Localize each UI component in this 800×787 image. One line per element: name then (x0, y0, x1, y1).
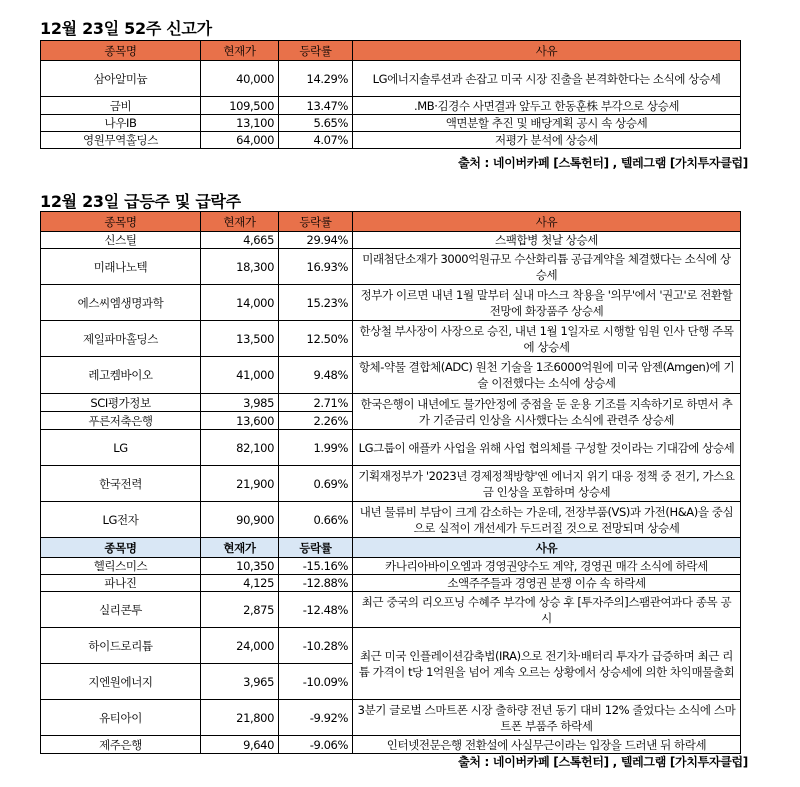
stock-reason: 기획재정부가 '2023년 경제정책방향'엔 에너지 위기 대응 정책 중 전기, 가스요금 인상을 포함하며 상승세 (353, 466, 741, 502)
stock-change: 0.69% (279, 466, 353, 502)
stock-reason: LG그룹이 애플카 사업을 위해 사업 협의체를 구성할 것이라는 기대감에 상승세 (353, 430, 741, 466)
stock-change: 12.50% (279, 321, 353, 357)
rise-row (41, 321, 741, 357)
fall-header-row (41, 538, 741, 558)
stock-name: SCI평가정보 (41, 394, 201, 412)
stock-reason: 한상철 부사장이 사장으로 승진, 내년 1월 1일자로 시행할 임원 인사 단행 주목에 상승세 (353, 321, 741, 357)
stock-price: 13,100 (201, 115, 279, 132)
s1-row (41, 115, 741, 132)
stock-change: -12.48% (279, 592, 353, 628)
stock-price: 2,875 (201, 592, 279, 628)
movers-table (40, 211, 741, 754)
fall-row (41, 628, 741, 664)
col-price-header: 현재가 (201, 212, 279, 232)
rise-row (41, 249, 741, 285)
stock-reason: 카나리아바이오엠과 경영권양수도 계약, 경영권 매각 소식에 하락세 (353, 558, 741, 575)
stock-reason: 내년 물류비 부담이 크게 감소하는 가운데, 전장부품(VS)과 가전(H&A)을 중심으로 실적이 개선세가 두드러질 것으로 전망되며 상승세 (353, 502, 741, 538)
stock-name: 하이드로리튬 (41, 628, 201, 664)
stock-name: LG전자 (41, 502, 201, 538)
stock-name: 에스씨엠생명과학 (41, 285, 201, 321)
rise-row (41, 502, 741, 538)
stock-reason: 최근 중국의 리오프닝 수혜주 부각에 상승 후 [투자주의]스팸관여과다 종목 공시 (353, 592, 741, 628)
stock-name: 실리콘투 (41, 592, 201, 628)
stock-name: 헬릭스미스 (41, 558, 201, 575)
stock-price: 41,000 (201, 357, 279, 394)
stock-name: 삼아알미늄 (41, 61, 201, 97)
fall-row (41, 736, 741, 754)
stock-change: 9.48% (279, 357, 353, 394)
rise-row (41, 357, 741, 394)
stock-change: 0.66% (279, 502, 353, 538)
section2-title: 12월 23일 급등주 및 급락주 (40, 192, 241, 211)
stock-change: 13.47% (279, 97, 353, 115)
rise-row (41, 430, 741, 466)
stock-name: 신스틸 (41, 232, 201, 249)
stock-name: 파나진 (41, 575, 201, 592)
col-price-header: 현재가 (201, 41, 279, 61)
col-name-header: 종목명 (41, 538, 201, 558)
stock-price: 3,985 (201, 394, 279, 412)
stock-change: 2.26% (279, 412, 353, 430)
stock-change: -10.09% (279, 664, 353, 700)
stock-reason: LG에너지솔루션과 손잡고 미국 시장 진출을 본격화한다는 소식에 상승세 (353, 61, 741, 97)
stock-price: 4,125 (201, 575, 279, 592)
stock-change: 16.93% (279, 249, 353, 285)
stock-reason: 소액주주들과 경영권 분쟁 이슈 속 하락세 (353, 575, 741, 592)
s1-row (41, 132, 741, 149)
stock-name: 나우IB (41, 115, 201, 132)
stock-price: 3,965 (201, 664, 279, 700)
rise-row (41, 285, 741, 321)
stock-reason: 스팩합병 첫날 상승세 (353, 232, 741, 249)
stock-price: 13,600 (201, 412, 279, 430)
s2-header-row (41, 212, 741, 232)
stock-change: 14.29% (279, 61, 353, 97)
new-high-table (40, 40, 741, 149)
stock-change: 2.71% (279, 394, 353, 412)
stock-price: 13,500 (201, 321, 279, 357)
stock-name: 미래나노텍 (41, 249, 201, 285)
stock-reason: 한국은행이 내년에도 물가안정에 중점을 둔 운용 기조를 지속하기로 하면서 추가 기준금리 인상을 시사했다는 소식에 관련주 상승세 (353, 394, 741, 430)
col-change-header: 등락률 (279, 41, 353, 61)
section2-source: 출처 : 네이버카페 [스톡헌터] , 텔레그램 [가치투자클럽] (458, 755, 748, 769)
rise-row (41, 232, 741, 249)
stock-change: -9.92% (279, 700, 353, 736)
stock-name: 레고켐바이오 (41, 357, 201, 394)
stock-reason: 저평가 분석에 상승세 (353, 132, 741, 149)
stock-reason: 인터넷전문은행 전환설에 사실무근이라는 입장을 드러낸 뒤 하락세 (353, 736, 741, 754)
stock-price: 18,300 (201, 249, 279, 285)
fall-row (41, 592, 741, 628)
stock-price: 4,665 (201, 232, 279, 249)
rise-row (41, 394, 741, 412)
stock-price: 90,900 (201, 502, 279, 538)
stock-reason: 정부가 이르면 내년 1월 말부터 실내 마스크 착용을 '의무'에서 '권고'로 전환할 전망에 화장품주 상승세 (353, 285, 741, 321)
stock-name: 유티아이 (41, 700, 201, 736)
stock-price: 21,800 (201, 700, 279, 736)
stock-name: 푸른저축은행 (41, 412, 201, 430)
col-name-header: 종목명 (41, 41, 201, 61)
col-reason-header: 사유 (353, 538, 741, 558)
stock-name: 영원무역홀딩스 (41, 132, 201, 149)
stock-name: 지엔원에너지 (41, 664, 201, 700)
stock-price: 64,000 (201, 132, 279, 149)
stock-reason: .MB·김경수 사면결과 앞두고 한동훈株 부각으로 상승세 (353, 97, 741, 115)
col-price-header: 현재가 (201, 538, 279, 558)
stock-reason: 항체-약물 결합체(ADC) 원천 기술을 1조6000억원에 미국 암젠(Amgen)에 기술 이전했다는 소식에 상승세 (353, 357, 741, 394)
stock-reason: 액면분할 추진 및 배당계획 공시 속 상승세 (353, 115, 741, 132)
col-reason-header: 사유 (353, 41, 741, 61)
stock-price: 40,000 (201, 61, 279, 97)
stock-price: 14,000 (201, 285, 279, 321)
stock-change: -15.16% (279, 558, 353, 575)
stock-change: -10.28% (279, 628, 353, 664)
stock-change: 5.65% (279, 115, 353, 132)
stock-price: 21,900 (201, 466, 279, 502)
s1-row (41, 61, 741, 97)
stock-reason: 최근 미국 인플레이션감축법(IRA)으로 전기차·배터리 투자가 급증하며 최근 리튬 가격이 t당 1억원을 넘어 계속 오르는 상황에서 상승세에 의한 차익매물출회 (353, 628, 741, 700)
stock-change: 29.94% (279, 232, 353, 249)
s1-row (41, 97, 741, 115)
section1-title: 12월 23일 52주 신고가 (40, 19, 212, 38)
stock-price: 9,640 (201, 736, 279, 754)
fall-row (41, 558, 741, 575)
col-change-header: 등락률 (279, 538, 353, 558)
section1-source: 출처 : 네이버카페 [스톡헌터] , 텔레그램 [가치투자클럽] (458, 156, 748, 170)
stock-price: 24,000 (201, 628, 279, 664)
rise-row (41, 466, 741, 502)
stock-name: 제일파마홀딩스 (41, 321, 201, 357)
stock-change: -9.06% (279, 736, 353, 754)
fall-row (41, 700, 741, 736)
fall-row (41, 575, 741, 592)
stock-name: 금비 (41, 97, 201, 115)
col-change-header: 등락률 (279, 212, 353, 232)
stock-change: -12.88% (279, 575, 353, 592)
stock-reason: 미래첨단소재가 3000억원규모 수산화리튬 공급계약을 체결했다는 소식에 상승세 (353, 249, 741, 285)
stock-price: 82,100 (201, 430, 279, 466)
stock-name: LG (41, 430, 201, 466)
col-reason-header: 사유 (353, 212, 741, 232)
stock-price: 10,350 (201, 558, 279, 575)
s1-header-row (41, 41, 741, 61)
stock-reason: 3분기 글로벌 스마트폰 시장 출하량 전년 동기 대비 12% 줄었다는 소식에 스마트폰 부품주 하락세 (353, 700, 741, 736)
stock-change: 4.07% (279, 132, 353, 149)
stock-name: 한국전력 (41, 466, 201, 502)
stock-change: 1.99% (279, 430, 353, 466)
stock-change: 15.23% (279, 285, 353, 321)
stock-name: 제주은행 (41, 736, 201, 754)
stock-price: 109,500 (201, 97, 279, 115)
col-name-header: 종목명 (41, 212, 201, 232)
